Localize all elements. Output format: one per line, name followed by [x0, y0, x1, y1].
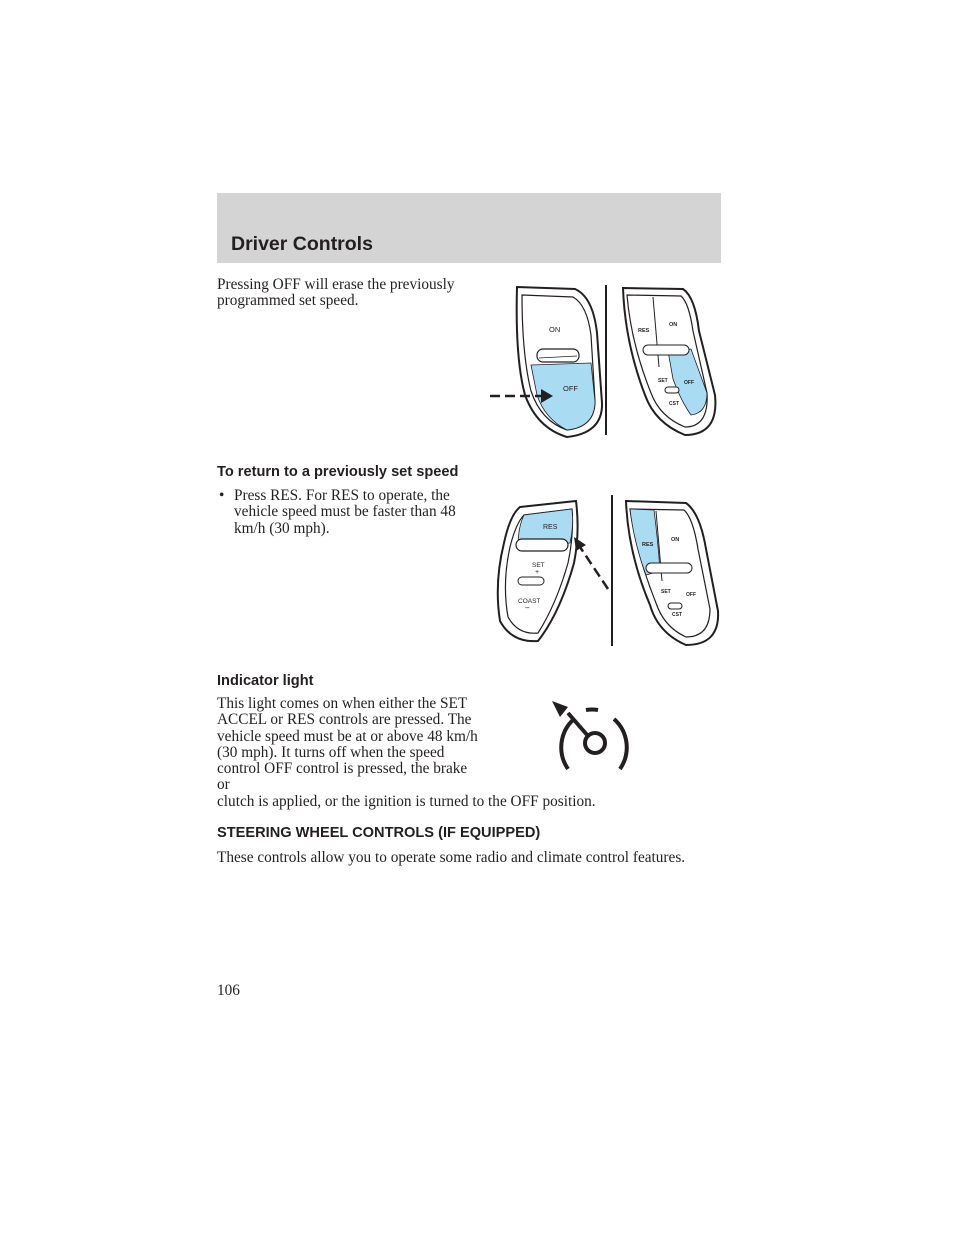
right-set-label: SET: [661, 589, 671, 595]
indicator-paragraph-full: clutch is applied, or the ignition is turned to the OFF position.: [217, 793, 596, 810]
page-title: Driver Controls: [231, 233, 373, 255]
dashed-arrow-icon: [490, 389, 553, 403]
right-cst-label: CST: [669, 401, 679, 407]
resume-heading: To return to a previously set speed: [217, 464, 459, 480]
left-control-pad: [517, 287, 602, 437]
resume-bullet-item: [217, 488, 477, 537]
header-band: [217, 193, 721, 263]
cruise-res-figure: [490, 493, 721, 651]
right-set-label: SET: [658, 378, 668, 384]
right-on-label: ON: [671, 537, 680, 543]
minus-sign: –: [525, 603, 530, 612]
left-control-pad: [498, 501, 578, 641]
right-cst-label: CST: [672, 612, 682, 618]
indicator-heading: Indicator light: [217, 673, 314, 689]
plus-sign: +: [535, 569, 540, 576]
page-number: 106: [217, 982, 240, 999]
coast-label: COAST: [518, 598, 541, 605]
bullet-marker: •: [219, 487, 225, 504]
on-label: ON: [549, 325, 561, 334]
cruise-off-figure: [485, 283, 721, 441]
off-label: OFF: [563, 384, 578, 393]
indicator-paragraph-wrapped: This light comes on when either the SET ACCEL or RES controls are pressed. The vehicle speed must be at or above 48 km/h (30 mph). It turns off when the speed control OFF control is pressed, the brake or: [217, 695, 478, 794]
right-control-pad: [626, 501, 718, 645]
right-control-pad: [623, 288, 715, 435]
set-label: SET: [532, 562, 545, 569]
off-paragraph: Pressing OFF will erase the previously programmed set speed.: [217, 276, 455, 310]
dashed-arrow-icon: [574, 537, 608, 589]
resume-bullet-text: Press RES. For RES to operate, the vehicle speed must be faster than 48 km/h (30 mph).: [234, 487, 456, 537]
steering-paragraph: These controls allow you to operate some radio and climate control features.: [217, 849, 686, 866]
speed-control-indicator-icon: [548, 697, 638, 775]
right-off-label: OFF: [684, 380, 694, 386]
res-label: RES: [543, 524, 558, 531]
right-res-label: RES: [642, 542, 654, 548]
right-res-label: RES: [638, 328, 650, 334]
right-on-label: ON: [669, 322, 678, 328]
right-off-label: OFF: [686, 592, 696, 598]
steering-heading: STEERING WHEEL CONTROLS (IF EQUIPPED): [217, 825, 541, 841]
